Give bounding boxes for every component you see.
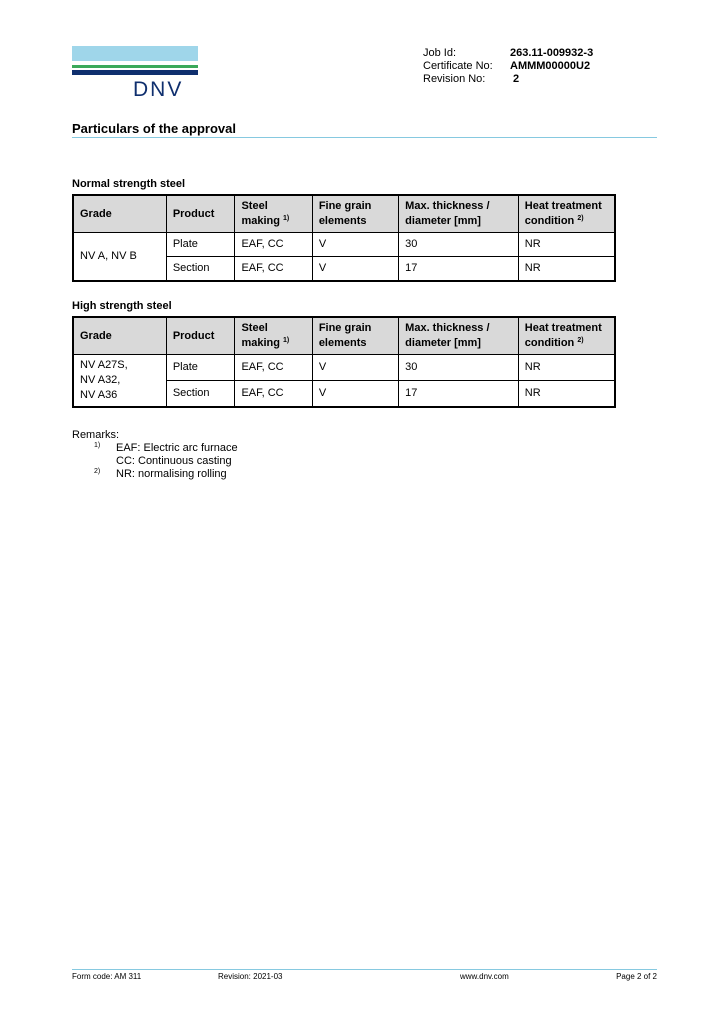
grade-cell: NV A, NV B xyxy=(73,233,166,282)
heat-treatment-cell: NR xyxy=(518,355,615,381)
logo-bar-green xyxy=(72,65,198,68)
header-fine-grain: Fine grain elements xyxy=(312,317,398,355)
logo-bar-light xyxy=(72,46,198,61)
steel-making-cell: EAF, CC xyxy=(235,355,312,381)
header-max-thickness: Max. thickness / diameter [mm] xyxy=(399,195,519,233)
logo-bar-dark xyxy=(72,70,198,75)
product-cell: Section xyxy=(166,257,235,282)
remark-item: 2) NR: normalising rolling xyxy=(94,468,227,480)
page-footer xyxy=(72,969,657,983)
table-header-row xyxy=(73,317,615,355)
header-grade: Grade xyxy=(73,195,166,233)
high-strength-title: High strength steel xyxy=(72,300,172,312)
steel-making-cell: EAF, CC xyxy=(235,381,312,408)
fine-grain-cell: V xyxy=(312,257,398,282)
table-header-row xyxy=(73,195,615,233)
fine-grain-cell: V xyxy=(312,381,398,408)
max-thickness-cell: 17 xyxy=(399,381,519,408)
max-thickness-cell: 30 xyxy=(399,233,519,257)
product-cell: Section xyxy=(166,381,235,408)
header-grade: Grade xyxy=(73,317,166,355)
max-thickness-cell: 17 xyxy=(399,257,519,282)
fine-grain-cell: V xyxy=(312,355,398,381)
product-cell: Plate xyxy=(166,355,235,381)
meta-certificate-no: Certificate No: AMMM00000U2 xyxy=(423,60,591,72)
remarks-title: Remarks: xyxy=(72,429,120,441)
footer-page-number: Page 2 of 2 xyxy=(616,972,657,981)
max-thickness-cell: 30 xyxy=(399,355,519,381)
header-product: Product xyxy=(166,317,235,355)
document-meta xyxy=(423,47,593,86)
remark-item: CC: Continuous casting xyxy=(116,455,232,467)
dnv-logo xyxy=(72,46,198,102)
footer-revision: Revision: 2021-03 xyxy=(218,972,283,981)
normal-strength-title: Normal strength steel xyxy=(72,178,186,190)
header-heat-treatment: Heat treatment condition $^{2)}$ xyxy=(518,317,615,355)
footer-website[interactable]: www.dnv.com xyxy=(460,972,509,981)
normal-strength-table xyxy=(72,194,616,282)
heat-treatment-cell: NR xyxy=(518,381,615,408)
steel-making-cell: EAF, CC xyxy=(235,257,312,282)
header-steel-making: Steel making $^{1)}$ xyxy=(235,317,312,355)
product-cell: Plate xyxy=(166,233,235,257)
meta-job-id: Job Id: 263.11-009932-3 xyxy=(423,47,594,59)
header-product: Product xyxy=(166,195,235,233)
header-heat-treatment: Heat treatment condition $^{2)}$ xyxy=(518,195,615,233)
logo-wordmark: DNV xyxy=(133,78,184,101)
grade-cell: NV A27S, NV A32, NV A36 xyxy=(73,355,166,408)
fine-grain-cell: V xyxy=(312,233,398,257)
table-row xyxy=(73,355,615,381)
remarks xyxy=(72,429,238,481)
remark-item: 1) EAF: Electric arc furnace xyxy=(94,442,238,454)
header-max-thickness: Max. thickness / diameter [mm] xyxy=(399,317,519,355)
steel-making-cell: EAF, CC xyxy=(235,233,312,257)
table-row xyxy=(73,233,615,257)
section-title: Particulars of the approval xyxy=(72,121,657,138)
heat-treatment-cell: NR xyxy=(518,257,615,282)
header-steel-making: Steel making $^{1)}$ xyxy=(235,195,312,233)
high-strength-table xyxy=(72,316,616,408)
footer-form-code: Form code: AM 311 xyxy=(72,972,142,981)
heat-treatment-cell: NR xyxy=(518,233,615,257)
header-fine-grain: Fine grain elements xyxy=(312,195,398,233)
meta-revision-no: Revision No: 2 xyxy=(423,73,520,85)
